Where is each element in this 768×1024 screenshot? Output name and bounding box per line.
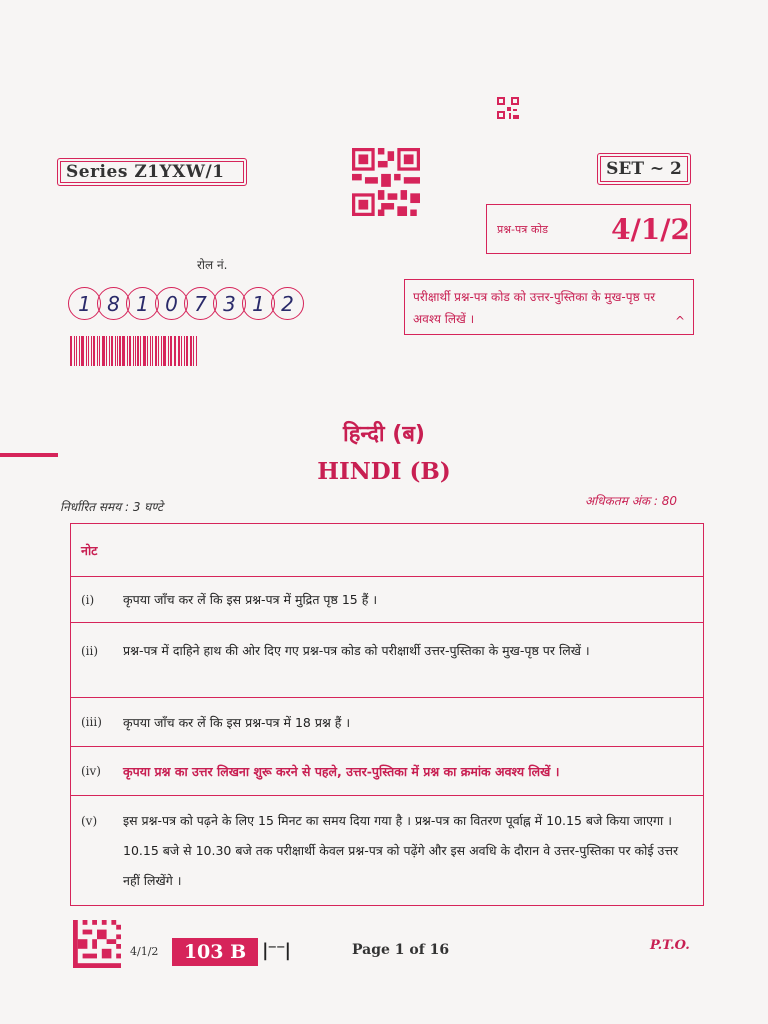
notes-table xyxy=(70,523,704,906)
barcode-bar xyxy=(170,336,172,366)
notes-heading: नोट xyxy=(81,542,98,558)
barcode-bar xyxy=(81,336,84,366)
barcode-bar xyxy=(147,336,148,366)
set-label: SET ~ 2 xyxy=(597,153,691,185)
barcode-bar xyxy=(129,336,131,366)
roll-digit[interactable]: 2 xyxy=(271,287,304,320)
barcode-bar xyxy=(111,336,113,366)
paper-code-value: 4/1/2 xyxy=(611,212,690,246)
note-text: कृपया जाँच कर लें कि इस प्रश्न-पत्र में मुद्रित पृष्ठ 15 हैं । xyxy=(123,592,378,607)
barcode-bar xyxy=(178,336,180,366)
barcode-bar xyxy=(158,336,159,366)
barcode-bar xyxy=(152,336,154,366)
note-number: (v) xyxy=(81,814,98,828)
footer-paper-code: 4/1/2 xyxy=(130,945,159,958)
barcode-bar xyxy=(102,336,105,366)
roll-digit[interactable]: 8 xyxy=(97,287,130,320)
barcode-bar xyxy=(150,336,151,366)
barcode-bar xyxy=(127,336,128,366)
note-text: इस प्रश्न-पत्र को पढ़ने के लिए 15 मिनट का समय दिया गया है । प्रश्न-पत्र का वितरण पूर्वाह्न में 10.15 बजे किया जाएगा । 10.15 बजे से 10.30 बजे तक परीक्षार्थी केवल प्रश्न-पत्र को पढ़ेंगे और इस अवधि के दौरान वे उत्तर-पुस्तिका पर कोई उत्तर नहीं लिखेंगे । xyxy=(123,813,679,888)
caret-mark: ^ xyxy=(674,314,685,328)
footer-mark: |⁻⁻| xyxy=(262,940,291,961)
note-text: कृपया जाँच कर लें कि इस प्रश्न-पत्र में 18 प्रश्न हैं । xyxy=(123,714,351,730)
barcode-bar xyxy=(133,336,134,366)
barcode-bar xyxy=(91,336,92,366)
maximum-marks: अधिकतम अंक : 80 xyxy=(585,494,678,508)
note-number: (iv) xyxy=(81,764,101,778)
barcode-bar xyxy=(193,336,194,366)
paper-code-box xyxy=(486,204,691,254)
pto-label: P.T.O. xyxy=(650,938,690,953)
barcode-bar xyxy=(74,336,75,366)
barcode-bar xyxy=(196,336,197,366)
page-number: Page 1 of 16 xyxy=(352,942,450,958)
barcode-icon xyxy=(70,336,198,366)
margin-mark xyxy=(0,453,58,457)
barcode-bar xyxy=(161,336,162,366)
barcode-bar xyxy=(186,336,188,366)
barcode-bar xyxy=(93,336,95,366)
roll-number-label: रोल नं. xyxy=(197,258,228,272)
barcode-bar xyxy=(155,336,157,366)
note-number: (ii) xyxy=(81,644,99,658)
barcode-bar xyxy=(119,336,121,366)
barcode-bar xyxy=(163,336,166,366)
barcode-bar xyxy=(135,336,136,366)
barcode-bar xyxy=(175,336,176,366)
series-label: Series Z1YXW/1 xyxy=(57,158,247,186)
barcode-bar xyxy=(181,336,182,366)
candidate-instruction-box xyxy=(404,279,694,335)
roll-digit[interactable]: 7 xyxy=(184,287,217,320)
barcode-bar xyxy=(97,336,99,366)
roll-digit[interactable]: 3 xyxy=(213,287,246,320)
barcode-bar xyxy=(168,336,169,366)
barcode-bar xyxy=(140,336,141,366)
candidate-instruction-text: परीक्षार्थी प्रश्न-पत्र कोड को उत्तर-पुस्तिका के मुख-पृष्ठ पर अवश्य लिखें । xyxy=(413,290,656,326)
paper-code-label: प्रश्न-पत्र कोड xyxy=(497,222,549,236)
barcode-bar xyxy=(106,336,107,366)
barcode-bar xyxy=(184,336,185,366)
barcode-bar xyxy=(76,336,77,366)
barcode-bar xyxy=(109,336,110,366)
qr-code-icon xyxy=(352,147,420,217)
small-qr-code-icon xyxy=(497,97,519,121)
barcode-bar xyxy=(137,336,139,366)
subject-title-english: HINDI (B) xyxy=(317,458,451,485)
barcode-bar xyxy=(70,336,72,366)
barcode-bar xyxy=(79,336,81,366)
note-number: (i) xyxy=(81,592,95,607)
note-item xyxy=(71,795,703,905)
roll-digit[interactable]: 1 xyxy=(68,287,101,320)
note-item xyxy=(71,622,703,697)
subject-title-hindi: हिन्दी (ब) xyxy=(343,422,425,447)
barcode-bar xyxy=(117,336,118,366)
footer-badge: 103 B xyxy=(172,938,258,966)
note-item xyxy=(71,576,703,622)
note-text: कृपया प्रश्न का उत्तर लिखना शुरू करने से पहले, उत्तर-पुस्तिका में प्रश्न का क्रमांक अवश्य लिखें । xyxy=(123,763,560,779)
roll-number-boxes[interactable] xyxy=(68,287,300,320)
time-allowed: निर्धारित समय : 3 घण्टे xyxy=(60,500,164,514)
datamatrix-code-icon xyxy=(72,920,122,968)
barcode-bar xyxy=(190,336,193,366)
note-text: प्रश्न-पत्र में दाहिने हाथ की ओर दिए गए प्रश्न-पत्र कोड को परीक्षार्थी उत्तर-पुस्तिका के मुख-पृष्ठ पर लिखें । xyxy=(123,643,590,658)
note-item xyxy=(71,746,703,795)
roll-digit[interactable]: 1 xyxy=(126,287,159,320)
note-number: (iii) xyxy=(81,715,102,729)
roll-digit[interactable]: 1 xyxy=(242,287,275,320)
roll-digit[interactable]: 0 xyxy=(155,287,188,320)
barcode-bar xyxy=(115,336,116,366)
barcode-bar xyxy=(86,336,87,366)
barcode-bar xyxy=(174,336,175,366)
barcode-bar xyxy=(122,336,125,366)
barcode-bar xyxy=(143,336,146,366)
barcode-bar xyxy=(99,336,100,366)
barcode-bar xyxy=(88,336,89,366)
note-item xyxy=(71,697,703,746)
